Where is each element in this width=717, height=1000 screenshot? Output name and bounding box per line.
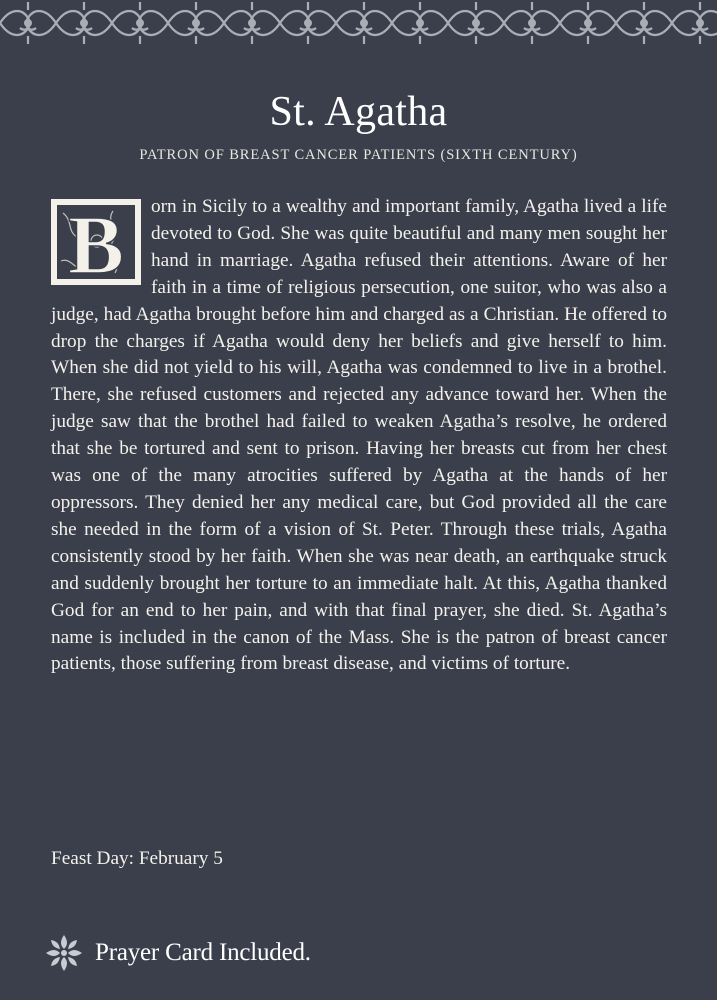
prayer-card-label: Prayer Card Included. <box>95 939 311 966</box>
prayer-card-note <box>42 928 311 978</box>
dropcap-letter: B <box>67 201 125 283</box>
biography-text: orn in Sicily to a wealthy and important family, Agatha lived a life devoted to God. She was quite beautiful and many men sought her hand in marriage. Agatha refused their attentions. Aware of her faith in a time of religious persecution, one suitor, who was also a judge, had Agatha brought before him and charged as a Christian. He offered to drop the charges if Agatha would deny her beliefs and give herself to him. When she did not yield to his will, Agatha was condemned to live in a brothel. There, she refused customers and rejected any advance toward her. When the judge saw that the brothel had failed to weaken Agatha’s resolve, he ordered that she be tortured and sent to prison. Having her breasts cut from her chest was one of the many atrocities suffered by Agatha at the hands of her oppressors. They denied her any medical care, but God provided all the care she needed in the form of a vision of St. Peter. Through these trials, Agatha consistently stood by her faith. When she was near death, an earthquake struck and suddenly brought her torture to an immediate halt. At this, Agatha thanked God for an end to her pain, and with that final prayer, she died. St. Agatha’s name is included in the canon of the Mass. She is the patron of breast cancer patients, those suffering from breast disease, and victims of torture. <box>51 196 667 675</box>
fleur-cross-icon <box>42 931 86 975</box>
feast-day: Feast Day: February 5 <box>51 848 223 869</box>
page-title: St. Agatha <box>269 89 448 135</box>
page-subtitle: PATRON OF BREAST CANCER PATIENTS (SIXTH CENTURY) <box>139 147 578 163</box>
illuminated-letter-icon <box>51 199 141 285</box>
biography <box>51 194 667 678</box>
ornamental-border-icon <box>0 0 717 46</box>
